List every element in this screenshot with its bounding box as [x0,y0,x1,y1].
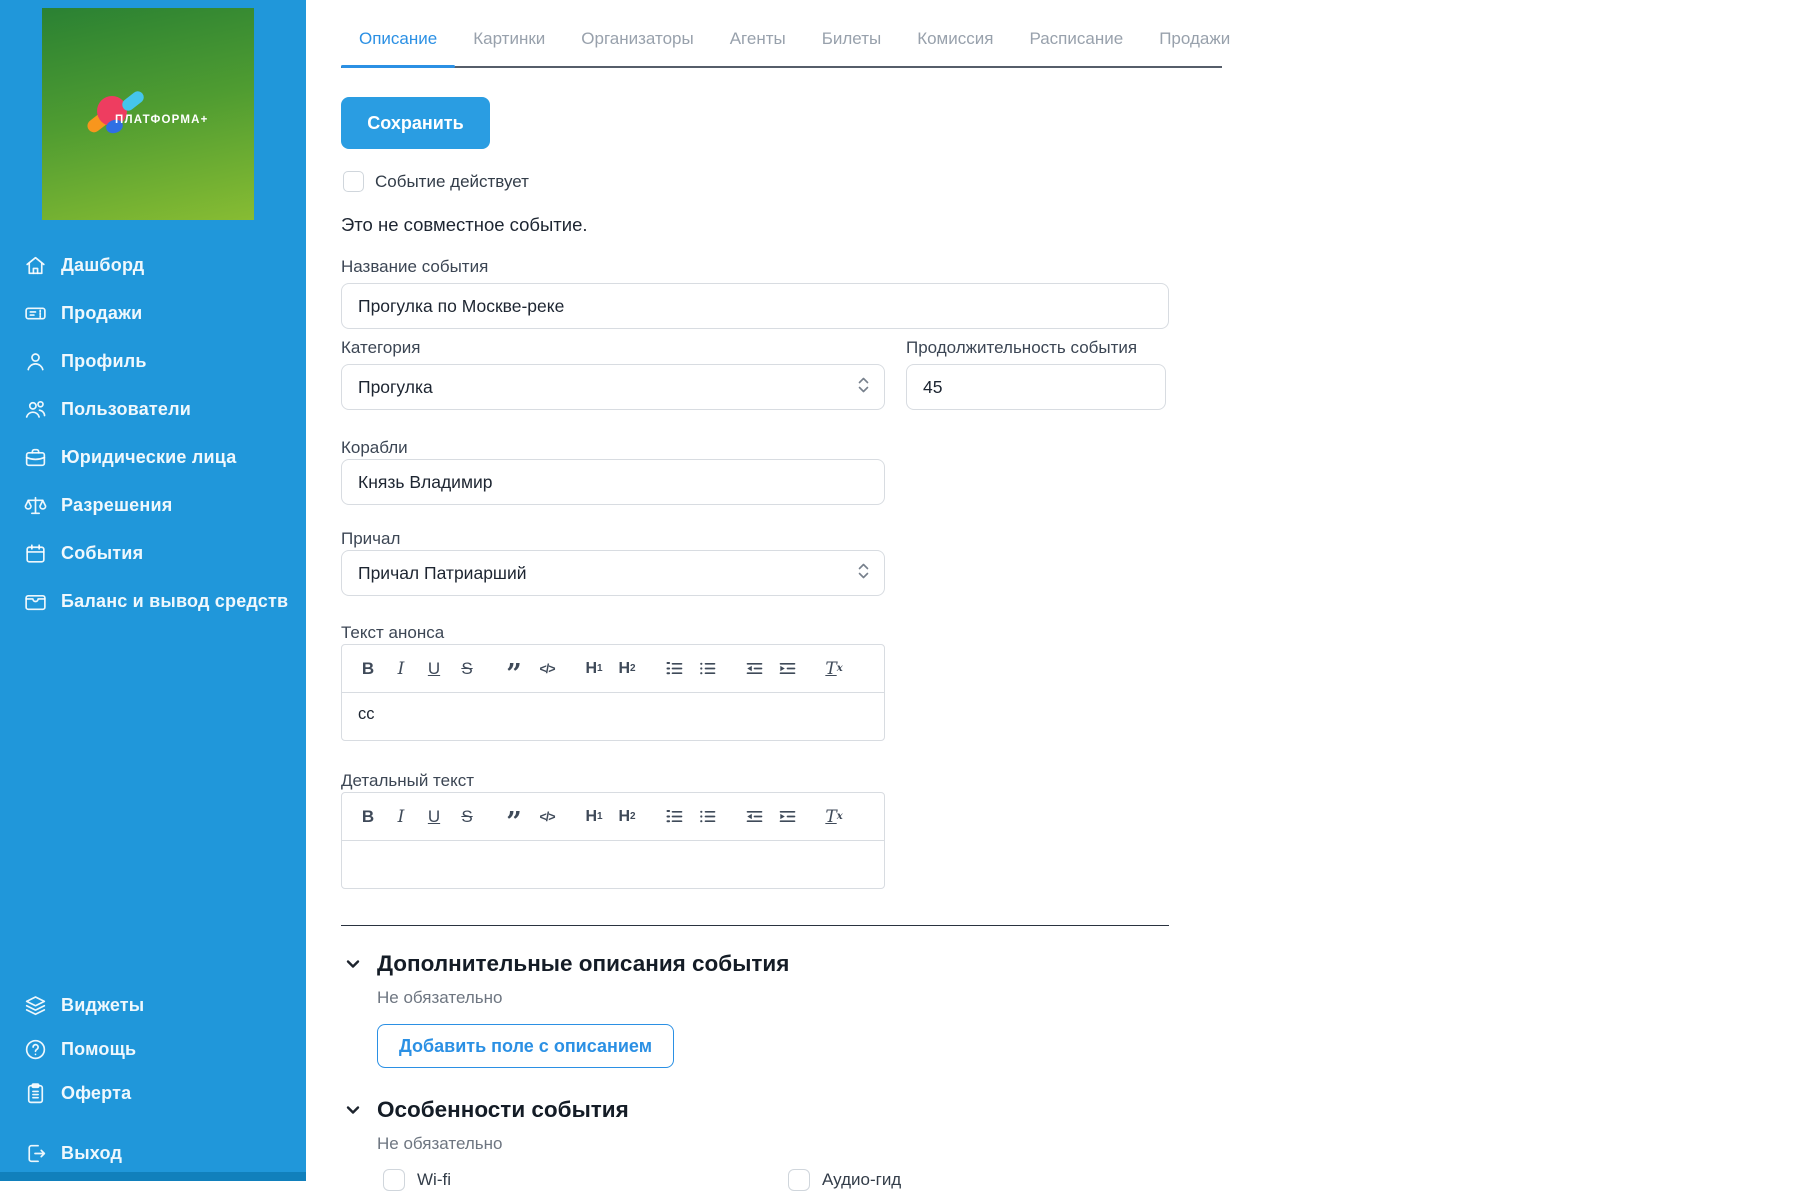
sidebar-item-balance[interactable] [0,577,306,625]
sidebar-item-logout[interactable] [0,1131,306,1175]
clear-format-button[interactable]: T x [825,658,843,679]
heading2-button[interactable]: H 2 [618,659,636,677]
duration-input[interactable] [906,364,1166,410]
sidebar-item-legal-entities[interactable] [0,433,306,481]
sidebar-item-label: Выход [61,1142,123,1163]
event-features-header [341,1096,1817,1124]
sidebar-item-label: События [61,542,144,563]
add-description-field-button[interactable]: Добавить поле с описанием [377,1024,674,1068]
strikethrough-button[interactable]: S [461,806,473,826]
tab-organizers[interactable]: Организаторы [581,29,694,48]
ships-input[interactable] [341,459,885,505]
platforma-logo-mark-icon [42,8,254,220]
wifi-checkbox[interactable] [383,1169,405,1191]
ordered-list-button[interactable] [662,655,686,683]
sidebar-bottom-strip [0,1172,306,1181]
sidebar-footer [0,983,306,1175]
sidebar-item-label: Дашборд [61,254,145,275]
tab-tickets[interactable]: Билеты [821,29,882,48]
event-active-label: Событие действует [375,171,529,191]
section-title: Дополнительные описания события [377,951,790,976]
sidebar-item-label: Баланс и вывод средств [61,590,289,611]
platforma-logo [42,8,254,220]
code-button[interactable]: </> [539,661,555,676]
blockquote-button[interactable]: ” [506,806,522,838]
bold-button[interactable]: B [361,806,375,826]
sidebar-item-profile[interactable] [0,337,306,385]
not-joint-event-note: Это не совместное событие. [341,214,588,235]
announce-toolbar [342,645,884,693]
section-subtitle: Не обязательно [377,1134,503,1153]
announce-editor [341,644,885,741]
briefcase-icon [22,444,48,470]
save-button[interactable]: Сохранить [341,97,490,149]
indent-button[interactable] [775,803,799,831]
chevron-updown-icon [856,374,871,401]
bullet-list-button[interactable] [695,803,719,831]
ordered-list-button[interactable] [662,803,686,831]
pier-value: Причал Патриарший [358,562,527,583]
home-icon [22,252,48,278]
sidebar-item-events[interactable] [0,529,306,577]
sidebar [0,0,306,1181]
sidebar-item-label: Виджеты [61,994,145,1015]
event-active-checkbox[interactable] [343,171,364,192]
underline-button[interactable]: U [427,658,441,678]
user-icon [22,348,48,374]
wifi-label: Wi-fi [417,1170,451,1189]
strikethrough-button[interactable]: S [461,658,473,678]
sidebar-nav [0,241,306,625]
tab-description[interactable]: Описание [341,28,455,66]
category-duration-row [341,337,1817,410]
logout-icon [22,1140,48,1166]
section-subtitle: Не обязательно [377,988,503,1007]
outdent-button[interactable] [742,803,766,831]
heading1-button[interactable]: H 1 [585,807,603,825]
logo-wordmark: ПЛАТФОРМА+ [115,114,209,126]
chevron-down-icon[interactable] [344,955,362,973]
italic-button[interactable]: I [397,806,405,827]
ticket-icon [22,300,48,326]
features-row [341,1169,1817,1191]
sidebar-item-offer[interactable] [0,1071,306,1115]
heading1-button[interactable]: H 1 [585,659,603,677]
sidebar-item-label: Пользователи [61,398,192,419]
sidebar-item-label: Продажи [61,302,143,323]
wallet-icon [22,588,48,614]
underline-button[interactable]: U [427,806,441,826]
event-active-row [341,171,1817,192]
sidebar-item-permissions[interactable] [0,481,306,529]
bold-button[interactable]: B [361,658,375,678]
sidebar-item-users[interactable] [0,385,306,433]
detail-label: Детальный текст [341,771,475,790]
logo-cyan-shape [120,89,146,113]
feature-audio-guide [788,1169,1193,1191]
sidebar-item-help[interactable] [0,1027,306,1071]
tab-agents[interactable]: Агенты [729,29,786,48]
detail-editor [341,792,885,889]
layers-icon [22,992,48,1018]
outdent-button[interactable] [742,655,766,683]
tab-sales[interactable]: Продажи [1159,29,1231,48]
main-content [306,0,1817,1189]
additional-descriptions-header [341,950,1817,978]
clear-format-button[interactable]: T x [825,806,843,827]
users-icon [22,396,48,422]
heading2-button[interactable]: H 2 [618,807,636,825]
calendar-icon [22,540,48,566]
scales-icon [22,492,48,518]
announce-editor-content[interactable]: cc [358,705,375,723]
sidebar-spacer [0,1115,306,1131]
bullet-list-button[interactable] [695,655,719,683]
help-icon [22,1036,48,1062]
section-divider [341,925,1169,926]
audio-guide-label: Аудио-гид [822,1170,902,1189]
tab-commission[interactable]: Комиссия [917,29,994,48]
tab-bar [341,28,1231,68]
category-label: Категория [341,338,421,357]
pier-select[interactable] [341,550,885,596]
blockquote-button[interactable]: ” [506,658,522,690]
sidebar-item-widgets[interactable] [0,983,306,1027]
tab-schedule[interactable]: Расписание [1029,29,1124,48]
sidebar-item-label: Профиль [61,350,147,371]
sidebar-item-label: Помощь [61,1038,137,1059]
sidebar-item-label: Юридические лица [61,446,237,467]
italic-button[interactable]: I [397,658,405,679]
chevron-down-icon[interactable] [344,1101,362,1119]
category-select[interactable] [341,364,885,410]
sidebar-item-label: Оферта [61,1082,132,1103]
duration-label: Продолжительность события [906,338,1138,357]
sidebar-item-label: Разрешения [61,494,173,515]
announce-label: Текст анонса [341,623,445,642]
indent-button[interactable] [775,655,799,683]
sidebar-item-dashboard[interactable] [0,241,306,289]
section-title: Особенности события [377,1097,629,1122]
code-button[interactable]: </> [539,809,555,824]
tab-pictures[interactable]: Картинки [473,29,546,48]
ships-label: Корабли [341,438,408,457]
detail-editor-content[interactable] [342,841,884,888]
event-name-label: Название события [341,257,489,276]
audio-guide-checkbox[interactable] [788,1169,810,1191]
category-value: Прогулка [358,376,433,397]
chevron-updown-icon [856,560,871,587]
event-name-input[interactable] [341,283,1169,329]
feature-wifi [383,1169,788,1191]
sidebar-item-sales[interactable] [0,289,306,337]
pier-label: Причал [341,529,401,548]
detail-toolbar [342,793,884,841]
clipboard-icon [22,1080,48,1106]
